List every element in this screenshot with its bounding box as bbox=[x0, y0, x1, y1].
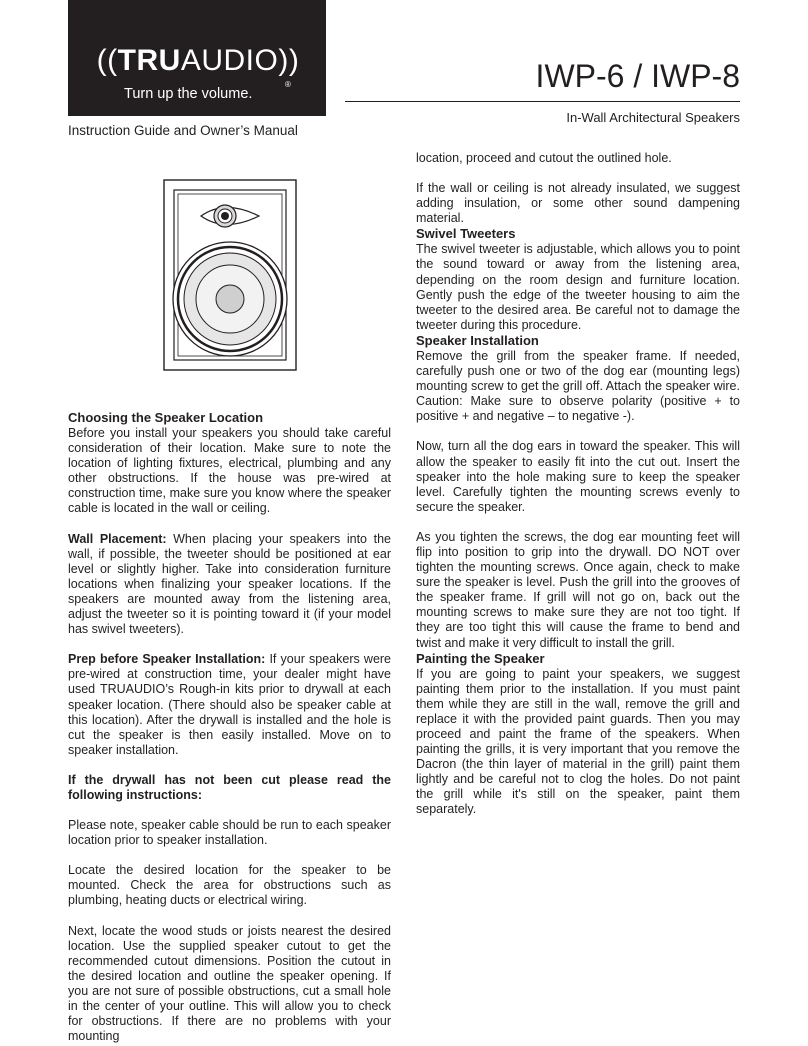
paragraph-studs: Next, locate the wood studs or joists nearest the desired location. Use the supplied speaker cutout to get the recommended cutout dimensions. Position the cutout in the desired location and outline the speaker opening. If you are not sure of possible obstructions, cut a small hole in the center of your outline. This will allow you to check for obstructions. If there are no problems with your mounting bbox=[68, 923, 391, 1044]
section-heading-painting: Painting the Speaker bbox=[416, 650, 545, 666]
model-title: IWP-6 / IWP-8 bbox=[535, 58, 740, 94]
product-subtitle: In-Wall Architectural Speakers bbox=[566, 110, 740, 125]
logo-text-bold: TRU bbox=[117, 44, 181, 77]
logo-wordmark: ((TRUAUDIO)) bbox=[96, 44, 300, 77]
drywall-note: If the drywall has not been cut please read the following instructions: bbox=[68, 772, 391, 802]
paragraph-cable: Please note, speaker cable should be run to each speaker location prior to speaker installation. bbox=[68, 818, 391, 848]
paragraph-prep bbox=[68, 652, 391, 758]
paragraph-install-3: As you tighten the screws, the dog ear mounting feet will flip into position to grip into the drywall. DO NOT over tighten the mounting screws. Once again, check to make sure the speaker is level. Push the grill into the grooves of the speaker frame. If grill will not go on, back out the mounting screws to make sure they are not too tight. If they are too tight this will cause the frame to bend and twist and make it very difficult to install the grill. bbox=[416, 529, 740, 650]
prep-label: Prep before Speaker Installation: bbox=[68, 652, 266, 667]
prep-text: If your speakers were pre-wired at construction time, your dealer might have used TRUAUDIO’s Rough-in kits prior to drywall at each speaker location. (There should also be speaker cable at this location). After the drywall is installed and the hole is cut the speaker is then easily installed. Move on to speaker installation. bbox=[68, 652, 392, 757]
paragraph-locate: Locate the desired location for the speaker to be mounted. Check the area for obstructions such as plumbing, heating ducts or electrical wiring. bbox=[68, 863, 391, 908]
speaker-illustration bbox=[163, 179, 297, 371]
wall-placement-label: Wall Placement: bbox=[68, 531, 167, 546]
left-column bbox=[68, 410, 391, 1044]
paragraph-swivel: The swivel tweeter is adjustable, which allows you to point the sound toward or away from the listening area, depending on the room design and furniture location. Gently push the edge of the tweeter housing to aim the tweeter to the desired area. Be careful not to damage the tweeter during this procedure. bbox=[416, 242, 740, 332]
logo-tagline: Turn up the volume. bbox=[124, 86, 253, 102]
paragraph-install-1: Remove the grill from the speaker frame. If needed, carefully push one or two of the dog ear (mounting legs) mounting screw to get the grill off. Attach the speaker wire. Caution: Make sure to observe polarity (positive + to positive + and negative – to negative -). bbox=[416, 348, 740, 424]
header-rule bbox=[345, 101, 740, 102]
section-heading-location: Choosing the Speaker Location bbox=[68, 410, 264, 425]
manual-title: Instruction Guide and Owner’s Manual bbox=[68, 123, 298, 138]
paragraph-location: Before you install your speakers you should take careful consideration of their location. Make sure to note the location of lighting fixtures, electrical, plumbing and any other obstructions. If the house was pre-wired at construction time, make sure you know where the speaker cable is located in the wall or ceiling. bbox=[68, 426, 391, 516]
section-heading-swivel: Swivel Tweeters bbox=[416, 226, 516, 242]
paragraph-cutout: location, proceed and cutout the outlined hole. bbox=[416, 151, 672, 165]
logo-text-regular: AUDIO bbox=[180, 44, 279, 77]
paragraph-wall-placement bbox=[68, 532, 391, 638]
wall-placement-text: When placing your speakers into the wall, if possible, the tweeter should be positioned at ear level or slightly higher. Take into consideration furniture locations when finalizing your speaker locations. If the speakers are mounted away from the listening area, adjust the tweeter so it is pointing toward it (if your model has swivel tweeters). bbox=[68, 531, 391, 637]
paragraph-install-2: Now, turn all the dog ears in toward the speaker. This will allow the speaker to easily fit into the cut out. Insert the speaker into the hole making sure to keep the speaker level. Carefully tighten the mounting screws evenly to secure the speaker. bbox=[416, 439, 740, 514]
brand-logo bbox=[68, 0, 326, 116]
paragraph-insulation: If the wall or ceiling is not already insulated, we suggest adding insulation, or some other sound dampening material. bbox=[416, 181, 740, 226]
right-column bbox=[416, 151, 740, 818]
section-heading-install: Speaker Installation bbox=[416, 332, 539, 348]
paragraph-painting: If you are going to paint your speakers, we suggest painting them prior to the installation. If you must paint them while they are still in the wall, remove the grill and replace it with the provided paint guards. Then you may proceed and paint the frame of the speakers. When painting the grills, it is very important that you remove the Dacron (the thin layer of material in the grill) paint them lightly and be careful not to clog the holes. Do not paint the grill while it's still on the speaker, paint them separately. bbox=[416, 666, 740, 817]
registered-mark: ® bbox=[285, 80, 291, 89]
